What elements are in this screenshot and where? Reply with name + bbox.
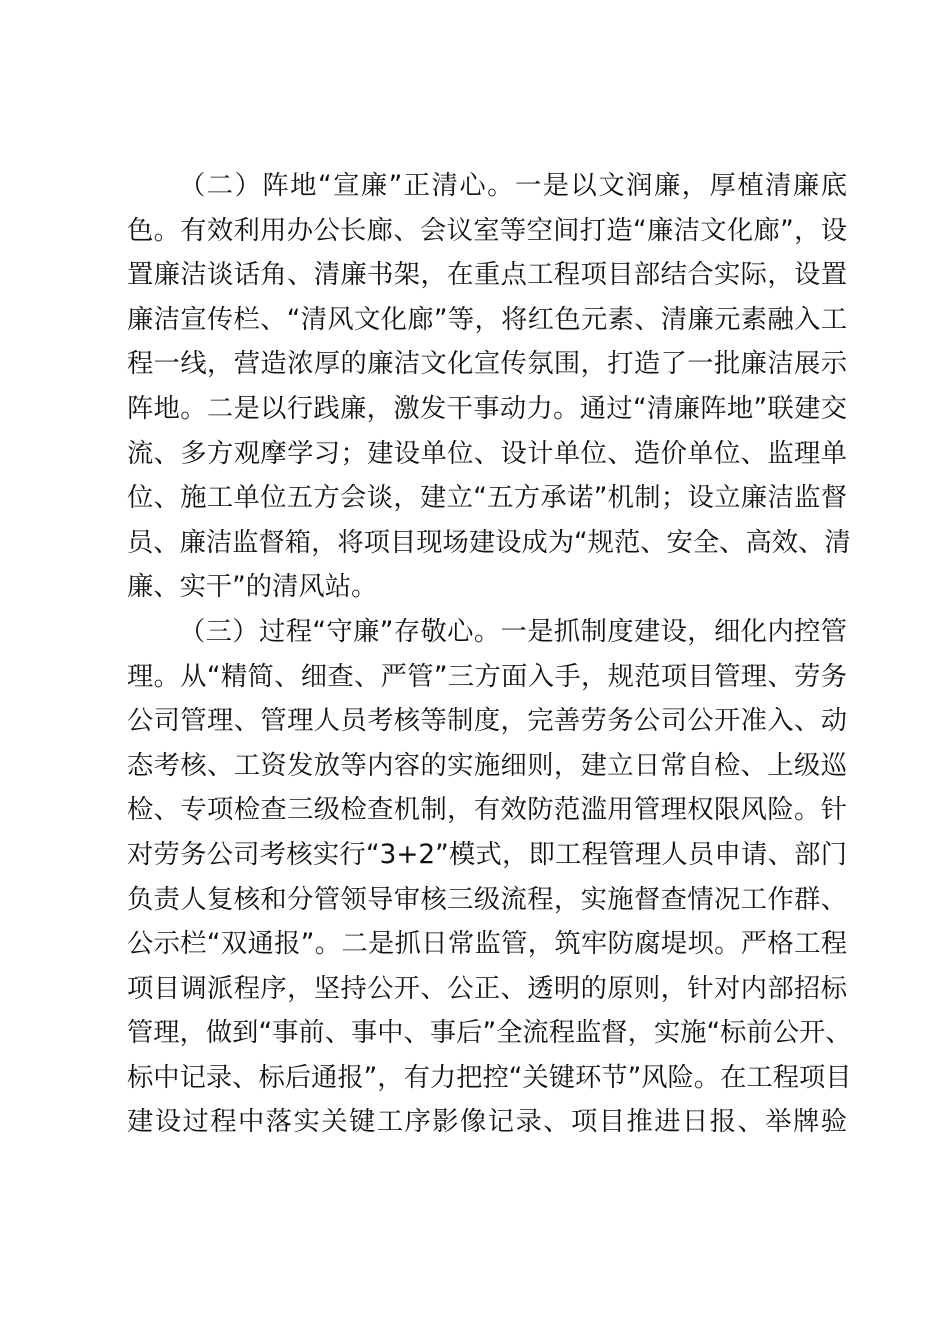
paragraph-2-line-4: 态考核、工资发放等内容的实施细则，建立日常自检、上级巡 [127, 750, 847, 781]
paragraph-2-line-3: 公司管理、管理人员考核等制度，完善劳务公司公开准入、动 [127, 706, 847, 737]
paragraph-1-line-6: 阵地。二是以行践廉，激发干事动力。通过“清廉阵地”联建交 [127, 393, 847, 424]
paragraph-1-line-10: 廉、实干”的清风站。 [127, 572, 378, 603]
paragraph-2-line-5: 检、专项检查三级检查机制，有效防范滥用管理权限风险。针 [127, 795, 847, 826]
paragraph-1-line-3: 置廉洁谈话角、清廉书架，在重点工程项目部结合实际，设置 [127, 260, 847, 291]
paragraph-2-line-6: 对劳务公司考核实行“3+2”模式，即工程管理人员申请、部门 [127, 839, 847, 870]
paragraph-2-line-11: 标中记录、标后通报”，有力把控“关键环节”风险。在工程项目 [127, 1062, 852, 1093]
paragraph-1-line-8: 位、施工单位五方会谈，建立“五方承诺”机制；设立廉洁监督 [127, 483, 847, 514]
paragraph-1-line-7: 流、多方观摩学习；建设单位、设计单位、造价单位、监理单 [127, 438, 847, 469]
paragraph-1-line-1: （二）阵地“宣廉”正清心。一是以文润廉，厚植清廉底 [179, 171, 847, 201]
paragraph-1-line-4: 廉洁宣传栏、“清风文化廊”等，将红色元素、清廉元素融入工 [127, 304, 847, 335]
paragraph-2-line-10: 管理，做到“事前、事中、事后”全流程监督，实施“标前公开、 [127, 1018, 852, 1049]
paragraph-2-line-12: 建设过程中落实关键工序影像记录、项目推进日报、举牌验 [127, 1107, 847, 1138]
paragraph-1-line-9: 员、廉洁监督箱，将项目现场建设成为“规范、安全、高效、清 [127, 527, 851, 558]
document-body [127, 164, 852, 1145]
paragraph-2-line-1: （三）过程“守廉”存敬心。一是抓制度建设，细化内控管 [179, 616, 847, 647]
paragraph-1-line-2: 色。有效利用办公长廊、会议室等空间打造“廉洁文化廊”，设 [127, 215, 847, 246]
paragraph-1-line-5: 程一线，营造浓厚的廉洁文化宣传氛围，打造了一批廉洁展示 [127, 349, 847, 380]
paragraph-2-line-8: 公示栏“双通报”。二是抓日常监管，筑牢防腐堤坝。严格工程 [127, 929, 847, 960]
paragraph-2-line-7: 负责人复核和分管领导审核三级流程，实施督查情况工作群、 [127, 884, 847, 915]
paragraph-2-line-2: 理。从“精简、细查、严管”三方面入手，规范项目管理、劳务 [127, 661, 847, 692]
paragraph-2-line-9: 项目调派程序，坚持公开、公正、透明的原则，针对内部招标 [127, 973, 847, 1004]
